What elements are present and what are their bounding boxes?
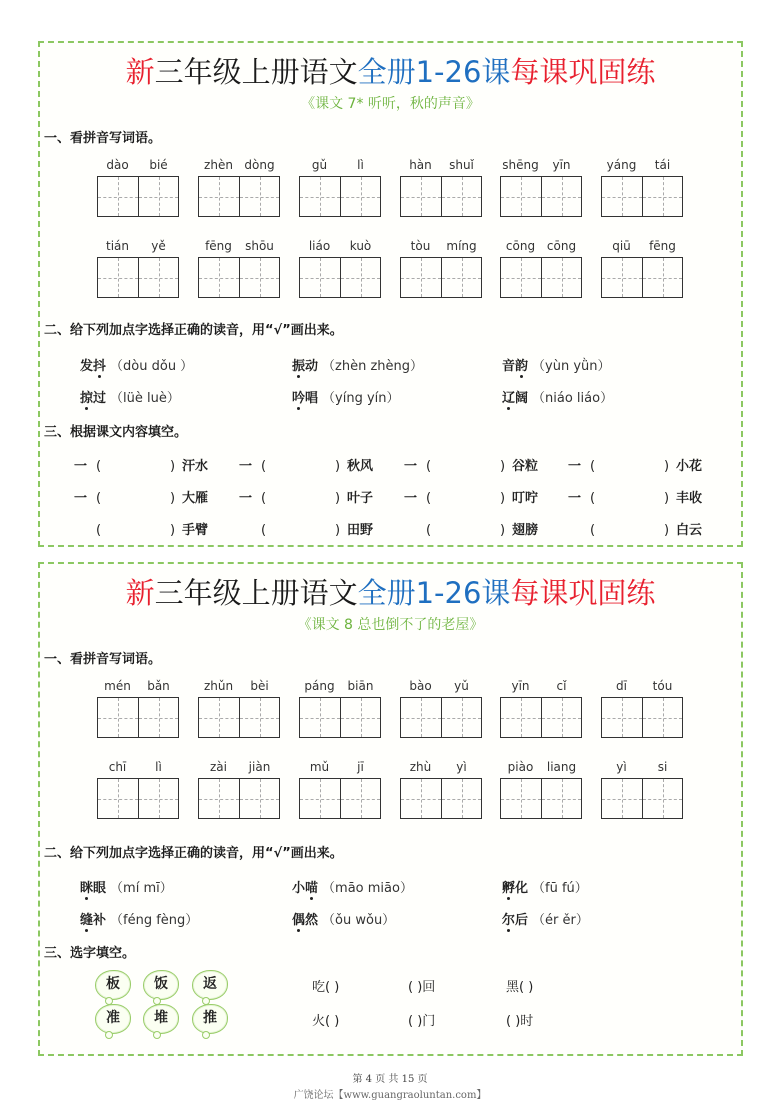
- pinyin-options: （yíng yín）: [322, 391, 400, 406]
- char-choice-cloud: 准: [95, 1004, 131, 1034]
- dotted-char: 缝: [80, 909, 93, 928]
- fill-blank-item[interactable]: 一 ( ) 谷粒: [404, 455, 538, 474]
- pinyin-label: shuǐ: [449, 158, 474, 172]
- pinyin-options: （féng fèng）: [110, 913, 199, 928]
- pinyin-label: liang: [546, 760, 577, 774]
- fill-blank-item[interactable]: 一 ( ) 汗水: [74, 455, 208, 474]
- char: 眼: [93, 881, 107, 896]
- title-part-blue: 全册1-26课: [357, 576, 511, 610]
- pinyin-label: shēng: [502, 158, 539, 172]
- dotted-char: 喵: [305, 877, 318, 896]
- word: 手臂: [182, 523, 209, 538]
- dotted-char: 抖: [93, 355, 106, 374]
- writing-grid[interactable]: [299, 176, 381, 217]
- fill-blank-item[interactable]: 黑( ): [506, 980, 534, 995]
- char: 音: [502, 359, 516, 374]
- pinyin-label: piào: [507, 760, 534, 774]
- pinyin-options: （ǒu wǒu）: [322, 913, 396, 928]
- pronunciation-choice[interactable]: [502, 387, 613, 406]
- writing-grid[interactable]: [601, 257, 683, 298]
- pinyin-label: yì: [616, 760, 627, 774]
- writing-grid[interactable]: [400, 257, 482, 298]
- prefix: 一: [74, 491, 88, 506]
- word: 田野: [347, 523, 374, 538]
- title-part-red-2: 每课巩固练: [510, 55, 656, 89]
- writing-grid[interactable]: [97, 778, 179, 819]
- pinyin-label: tián: [106, 239, 129, 253]
- pinyin-label: dòng: [244, 158, 275, 172]
- pinyin-label: míng: [446, 239, 477, 253]
- pinyin-label: cǐ: [556, 679, 567, 693]
- pinyin-label: fēng: [205, 239, 232, 253]
- char: 小: [292, 881, 306, 896]
- writing-grid[interactable]: [198, 257, 280, 298]
- pinyin-label: yě: [151, 239, 166, 253]
- fill-blank-item[interactable]: 一 ( ) 大雁: [74, 487, 208, 506]
- pinyin-label: yáng: [606, 158, 637, 172]
- fill-blank-item[interactable]: 一 ( ) 叮咛: [404, 487, 538, 506]
- pinyin-label: yì: [456, 760, 467, 774]
- dotted-char: 尔: [502, 909, 515, 928]
- pinyin-options: （lüè luè）: [110, 391, 180, 406]
- pronunciation-choice[interactable]: [80, 877, 173, 896]
- word: 秋风: [347, 459, 374, 474]
- pinyin-options: （niáo liáo）: [532, 391, 614, 406]
- writing-grid[interactable]: [97, 697, 179, 738]
- pronunciation-choice[interactable]: [80, 909, 198, 928]
- worksheet-title: [40, 576, 741, 610]
- pinyin-label: zhǔn: [203, 679, 234, 693]
- char-choice-cloud: 饭: [143, 970, 179, 1000]
- word: 白云: [676, 523, 703, 538]
- pinyin-label: cōng: [505, 239, 536, 253]
- prefix: 一: [568, 459, 582, 474]
- pronunciation-choice[interactable]: [292, 355, 423, 374]
- writing-grid[interactable]: [601, 697, 683, 738]
- pinyin-label: zhèn: [204, 158, 233, 172]
- pinyin-label: páng: [304, 679, 335, 693]
- pinyin-label: shōu: [245, 239, 274, 253]
- fill-blank-item[interactable]: ( )回: [408, 980, 436, 995]
- pinyin-options: （fū fú）: [532, 881, 588, 896]
- dotted-char: 掠: [80, 387, 93, 406]
- char: 然: [305, 913, 319, 928]
- char: 后: [515, 913, 529, 928]
- pinyin-label: biān: [347, 679, 374, 693]
- pinyin-label: fēng: [649, 239, 676, 253]
- fill-blank-item[interactable]: 一 ( ) 丰收: [568, 487, 702, 506]
- char: 过: [93, 391, 107, 406]
- fill-blank-item[interactable]: ( ) 田野: [261, 523, 374, 538]
- pronunciation-choice[interactable]: [292, 877, 413, 896]
- prefix: 一: [404, 459, 418, 474]
- writing-grid[interactable]: [500, 176, 582, 217]
- dotted-char: 韵: [515, 355, 528, 374]
- pinyin-options: （mí mī）: [110, 881, 173, 896]
- fill-blank-item[interactable]: 火( ): [312, 1014, 340, 1029]
- dotted-char: 吟: [292, 387, 305, 406]
- pinyin-label: bào: [409, 679, 432, 693]
- title-part-red: 新: [125, 576, 155, 610]
- dotted-char: 辽: [502, 387, 515, 406]
- pinyin-label: hàn: [409, 158, 432, 172]
- char-choice-cloud: 堆: [143, 1004, 179, 1034]
- pronunciation-choice[interactable]: [80, 355, 193, 374]
- writing-grid[interactable]: [601, 778, 683, 819]
- pinyin-label: kuò: [349, 239, 372, 253]
- writing-grid[interactable]: [500, 257, 582, 298]
- char-choice-cloud: 板: [95, 970, 131, 1000]
- word: 小花: [676, 459, 703, 474]
- fill-blank-item[interactable]: ( )时: [506, 1014, 534, 1029]
- word: 汗水: [182, 459, 209, 474]
- section-heading-pinyin: 一、看拼音写词语。: [44, 652, 162, 667]
- pronunciation-choice[interactable]: [502, 355, 611, 374]
- fill-blank-item[interactable]: ( ) 手臂: [96, 523, 209, 538]
- fill-blank-item[interactable]: 一 ( ) 秋风: [239, 455, 373, 474]
- writing-grid[interactable]: [299, 778, 381, 819]
- fill-blank-item[interactable]: 吃( ): [312, 980, 340, 995]
- char-choice-cloud: 推: [192, 1004, 228, 1034]
- pinyin-options: （zhèn zhèng）: [322, 359, 424, 374]
- writing-grid[interactable]: [601, 176, 683, 217]
- page-number: 第 4 页 共 15 页: [352, 1074, 428, 1085]
- section-heading-choose-char: 三、选字填空。: [44, 946, 136, 961]
- pinyin-label: lì: [357, 158, 364, 172]
- title-part-red: 新: [125, 55, 155, 89]
- pinyin-label: bié: [149, 158, 168, 172]
- pinyin-label: qiū: [612, 239, 631, 253]
- pinyin-label: gǔ: [311, 158, 328, 172]
- section-heading-pronunciation: 二、给下列加点字选择正确的读音，用“√”画出来。: [44, 846, 343, 861]
- title-part-blue: 全册1-26课: [357, 55, 511, 89]
- title-part-black: 三年级上册语文: [154, 55, 358, 89]
- dotted-char: 孵: [502, 877, 515, 896]
- pinyin-label: yīn: [552, 158, 571, 172]
- dotted-char: 眯: [80, 877, 93, 896]
- prefix: 一: [239, 491, 253, 506]
- pinyin-label: dī: [616, 679, 627, 693]
- title-part-black: 三年级上册语文: [154, 576, 358, 610]
- pronunciation-choice[interactable]: [292, 387, 400, 406]
- word: 丰收: [676, 491, 703, 506]
- dotted-char: 振: [292, 355, 305, 374]
- lesson-subtitle: 《课文 8 总也倒不了的老屋》: [297, 617, 484, 633]
- pinyin-label: tái: [654, 158, 671, 172]
- pinyin-label: jiàn: [248, 760, 271, 774]
- char-choice-cloud: 返: [192, 970, 228, 1000]
- pinyin-label: yīn: [511, 679, 530, 693]
- pinyin-label: chī: [108, 760, 127, 774]
- writing-grid[interactable]: [400, 176, 482, 217]
- fill-blank-item[interactable]: 一 ( ) 叶子: [239, 487, 373, 506]
- writing-grid[interactable]: [198, 778, 280, 819]
- pronunciation-choice[interactable]: [292, 909, 395, 928]
- pinyin-label: si: [657, 760, 668, 774]
- fill-blank-item[interactable]: 一 ( ) 小花: [568, 455, 702, 474]
- char: 发: [80, 359, 94, 374]
- writing-grid[interactable]: [198, 697, 280, 738]
- pinyin-label: lì: [155, 760, 162, 774]
- section-heading-pronunciation: 二、给下列加点字选择正确的读音，用“√”画出来。: [44, 323, 343, 338]
- section-heading-fill-in: 三、根据课文内容填空。: [44, 425, 188, 440]
- pinyin-options: （ér ěr）: [532, 913, 589, 928]
- pinyin-options: （dòu dǒu ）: [110, 359, 194, 374]
- title-part-red-2: 每课巩固练: [510, 576, 656, 610]
- dotted-char: 偶: [292, 909, 305, 928]
- char: 补: [93, 913, 107, 928]
- pinyin-label: liáo: [308, 239, 331, 253]
- worksheet-lesson-8: [38, 562, 743, 1056]
- source-watermark: 广饶论坛【www.guangraoluntan.com】: [293, 1090, 487, 1101]
- writing-grid[interactable]: [97, 257, 179, 298]
- word: 大雁: [182, 491, 209, 506]
- pinyin-label: mǔ: [309, 760, 330, 774]
- word: 叶子: [347, 491, 374, 506]
- char: 化: [515, 881, 529, 896]
- prefix: 一: [568, 491, 582, 506]
- writing-grid[interactable]: [198, 176, 280, 217]
- writing-grid[interactable]: [500, 778, 582, 819]
- pinyin-label: zhù: [409, 760, 432, 774]
- writing-grid[interactable]: [400, 697, 482, 738]
- pinyin-label: bèi: [250, 679, 269, 693]
- fill-blank-item[interactable]: ( ) 白云: [590, 523, 703, 538]
- prefix: 一: [404, 491, 418, 506]
- lesson-subtitle: 《课文 7* 听听，秋的声音》: [301, 96, 480, 112]
- worksheet-lesson-7: [38, 41, 743, 547]
- pinyin-label: tòu: [410, 239, 431, 253]
- pinyin-options: （yùn yǜn）: [532, 359, 611, 374]
- pinyin-options: （māo miāo）: [322, 881, 413, 896]
- fill-blank-item[interactable]: ( ) 翅膀: [426, 523, 539, 538]
- pinyin-label: yǔ: [454, 679, 469, 693]
- pronunciation-choice[interactable]: [502, 909, 589, 928]
- prefix: 一: [239, 459, 253, 474]
- char: 阔: [515, 391, 529, 406]
- pinyin-label: cōng: [546, 239, 577, 253]
- prefix: 一: [74, 459, 88, 474]
- pinyin-label: jī: [357, 760, 364, 774]
- writing-grid[interactable]: [299, 257, 381, 298]
- char: 动: [305, 359, 319, 374]
- pinyin-label: zài: [210, 760, 227, 774]
- pinyin-label: dào: [106, 158, 129, 172]
- pinyin-label: tóu: [652, 679, 673, 693]
- writing-grid[interactable]: [400, 778, 482, 819]
- word: 叮咛: [512, 491, 539, 506]
- writing-grid[interactable]: [299, 697, 381, 738]
- worksheet-title: [40, 55, 741, 89]
- char: 唱: [305, 391, 319, 406]
- pinyin-label: bǎn: [147, 679, 170, 693]
- writing-grid[interactable]: [500, 697, 582, 738]
- fill-blank-item[interactable]: ( )门: [408, 1014, 436, 1029]
- pronunciation-choice[interactable]: [502, 877, 588, 896]
- section-heading-pinyin: 一、看拼音写词语。: [44, 131, 162, 146]
- writing-grid[interactable]: [97, 176, 179, 217]
- word: 翅膀: [512, 523, 539, 538]
- word: 谷粒: [512, 459, 539, 474]
- pinyin-label: mén: [104, 679, 131, 693]
- pronunciation-choice[interactable]: [80, 387, 180, 406]
